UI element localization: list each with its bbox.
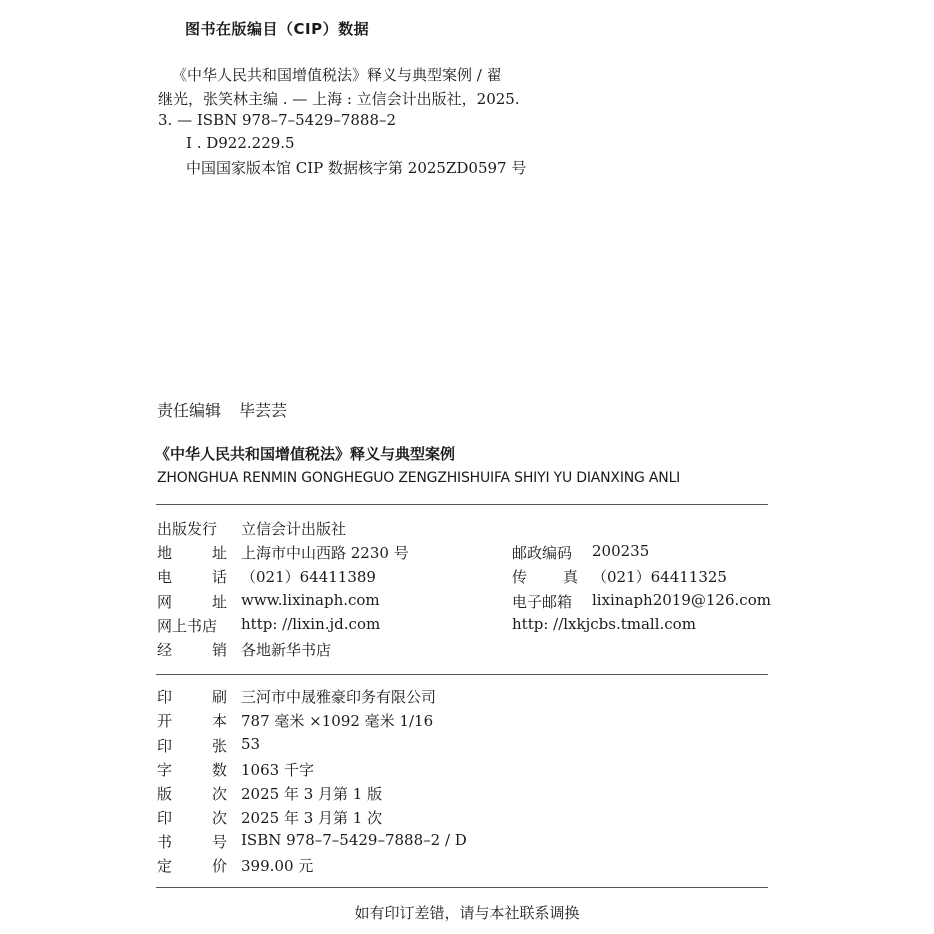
divider-middle: [156, 674, 768, 675]
responsible-editor: [157, 398, 287, 421]
label-char: 址: [211, 593, 227, 611]
cip-line-5: 中国国家版本馆 CIP 数据核字第 2025ZD0597 号: [186, 159, 527, 177]
divider-bottom: [156, 887, 768, 888]
field-label: 网上书店: [157, 617, 218, 635]
field-label: 印 刷: [157, 688, 227, 706]
field-value: 200235: [592, 542, 650, 560]
label-char: 真: [562, 568, 578, 586]
editor-label: 责任编辑: [157, 401, 222, 420]
field-label: 印 张: [157, 737, 227, 755]
label-char: 传: [512, 568, 528, 586]
field-label: 书 号: [157, 833, 227, 851]
label-char: 址: [211, 544, 227, 562]
field-label: [157, 542, 227, 563]
field-value: 2025 年 3 月第 1 版: [241, 785, 383, 803]
divider-top: [156, 504, 768, 505]
field-label: [512, 566, 578, 587]
field-value: www.lixinaph.com: [241, 591, 380, 609]
field-label: 电子邮箱: [512, 593, 573, 611]
field-label: [157, 566, 227, 587]
field-value: ISBN 978–7–5429–7888–2 / D: [241, 831, 467, 849]
field-value: 2025 年 3 月第 1 次: [241, 809, 383, 827]
field-label: 印 次: [157, 809, 227, 827]
field-label: [157, 639, 227, 660]
field-value: 1063 千字: [241, 761, 314, 779]
cip-line-1: 《中华人民共和国增值税法》释义与典型案例 / 翟: [172, 66, 502, 84]
field-value: 上海市中山西路 2230 号: [241, 544, 409, 562]
field-value: http: //lxkjcbs.tmall.com: [512, 615, 696, 633]
cip-line-4: Ⅰ . D922.229.5: [186, 134, 295, 152]
field-label: 版 次: [157, 785, 227, 803]
field-value: 787 毫米 ×1092 毫米 1/16: [241, 712, 434, 730]
label-char: 网: [157, 593, 173, 611]
label-char: 电: [157, 568, 173, 586]
field-value: 各地新华书店: [241, 641, 332, 659]
label-char: 地: [157, 544, 173, 562]
field-value: 三河市中晟雅豪印务有限公司: [241, 688, 437, 706]
field-value: （021）64411389: [241, 568, 376, 586]
field-label: 出版发行: [157, 520, 218, 538]
cip-line-3: 3. — ISBN 978–7–5429–7888–2: [158, 111, 397, 129]
cip-title: 图书在版编目（CIP）数据: [185, 20, 370, 38]
errata-notice: 如有印订差错，请与本社联系调换: [354, 904, 580, 922]
field-value: 53: [241, 735, 261, 753]
field-value: lixinaph2019@126.com: [592, 591, 771, 609]
field-label: 邮政编码: [512, 544, 573, 562]
field-value: （021）64411325: [592, 568, 727, 586]
field-label: 开 本: [157, 712, 227, 730]
field-value: 399.00 元: [241, 857, 314, 875]
label-char: 话: [211, 568, 227, 586]
editor-name: 毕芸芸: [239, 401, 288, 420]
label-char: 销: [211, 641, 227, 659]
field-label: 字 数: [157, 761, 227, 779]
book-title-pinyin: ZHONGHUA RENMIN GONGHEGUO ZENGZHISHUIFA SHIYI YU DIANXING ANLI: [157, 470, 681, 486]
label-char: 经: [157, 641, 173, 659]
field-value: 立信会计出版社: [241, 520, 347, 538]
field-value: http: //lixin.jd.com: [241, 615, 381, 633]
cip-line-2: 继光，张笑林主编 . — 上海 : 立信会计出版社，2025.: [158, 90, 520, 108]
book-title: 《中华人民共和国增值税法》释义与典型案例: [155, 445, 456, 463]
field-label: 定 价: [157, 857, 227, 875]
field-label: [157, 591, 227, 612]
